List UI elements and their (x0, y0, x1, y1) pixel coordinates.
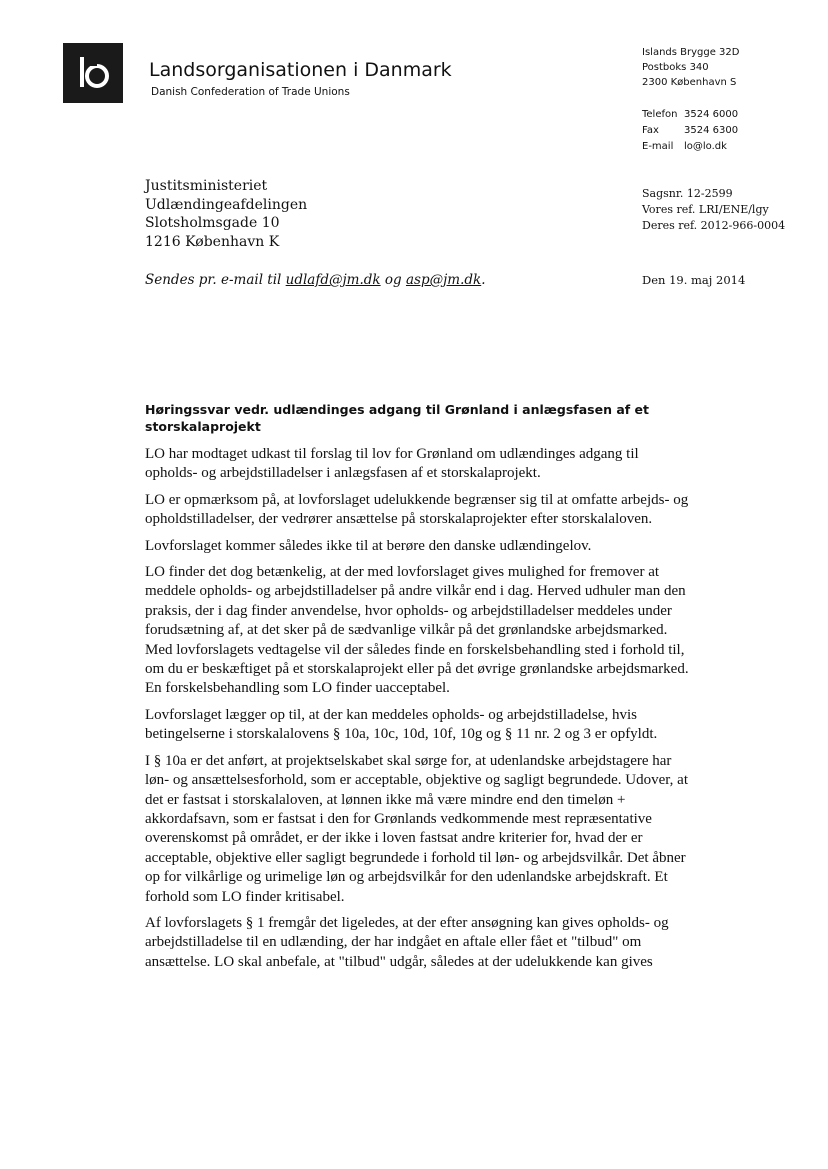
contact-fax (642, 123, 738, 139)
contact-email (642, 139, 738, 155)
lo-logo-icon (63, 43, 123, 103)
send-prefix: Sendes pr. e-mail til (145, 272, 286, 288)
letter-date: Den 19. maj 2014 (642, 273, 746, 287)
contact-label: E-mail (642, 140, 674, 152)
org-name: Landsorganisationen i Danmark (149, 59, 452, 81)
address-line: Islands Brygge 32D (642, 47, 740, 58)
recipient-line: 1216 København K (145, 233, 280, 250)
recipient-line: Justitsministeriet (145, 178, 268, 194)
email-link-asp[interactable]: asp@jm.dk (405, 272, 482, 288)
org-subtitle: Danish Confederation of Trade Unions (151, 86, 350, 98)
body-paragraph: LO har modtaget udkast til forslag til lov for Grønland om udlændinges adgang til opholds- og arbejdstilladelser i anlægsfasen af et storskalaprojekt. (145, 446, 639, 482)
contact-value: lo@lo.dk (684, 140, 727, 152)
sender-contact (642, 107, 738, 154)
send-joiner: og (380, 272, 406, 288)
body-paragraph: LO finder det dog betænkelig, at der med lovforslaget gives mulighed for fremover at meddele opholds- og arbejdstilladelser på andre vilkår end i dag. Herved udhuler man den praksis, der i dag finder anvendelse, hvor opholds- og arbejdstilladelser meddeles under forudsætning af, at det sker på de sædvanlige vilkår på det grønlandske arbejdsmarked. Med lovforslagets vedtagelse vil der således finde en forskelsbehandling sted i forhold til, om du er beskæftiget på et storskalaprojekt eller på det øvrige grønlandske arbejdsmarked. En forskelsbehandling som LO finder uacceptabel. (145, 564, 689, 697)
sender-address (642, 45, 739, 91)
letter-body (145, 445, 690, 979)
case-number: Sagsnr. 12-2599 (642, 187, 733, 200)
letter-subject: Høringssvar vedr. udlændinges adgang til Grønland i anlægsfasen af et storskalaprojekt (145, 402, 650, 434)
send-suffix: . (481, 272, 486, 288)
send-note (145, 272, 486, 288)
contact-label: Telefon (642, 109, 678, 120)
contact-value: 3524 6000 (684, 109, 739, 120)
contact-label: Fax (642, 124, 659, 136)
address-line: 2300 København S (642, 77, 737, 89)
address-line: Postboks 340 (642, 62, 709, 74)
contact-value: 3524 6300 (684, 124, 739, 136)
body-paragraph: I § 10a er det anført, at projektselskabet skal sørge for, at udenlandske arbejdstagere har løn- og ansættelsesforhold, som er acceptable, objektive og sagligt begrundede. Udover, at det er fastsat i storskalaloven, at lønnen ikke må være mindre end den timeløn + akkordafsavn, som er fastsat i den for Grønlands vedkommende mest repræsentative overenskomst på området, er der ikke i loven fastsat andre kriterier for, hvad der er acceptable, objektive eller sagligt begrundede i forhold til løn- og arbejdsvilkår. Det åbner op for vilkårlige og urimelige løn og arbejdsvilkår for den udenlandske arbejdskraft. Et forhold som LO finder kritisabel. (145, 752, 688, 905)
contact-phone (642, 107, 738, 123)
recipient-line: Slotsholmsgade 10 (145, 215, 280, 231)
recipient-line: Udlændingeafdelingen (145, 196, 308, 213)
reference-block (642, 186, 785, 234)
body-paragraph: Af lovforslagets § 1 fremgår det ligeledes, at der efter ansøgning kan gives opholds- og arbejdstilladelse til en udlænding, der har indgået en aftale eller fået et "tilbud" om ansættelse. LO skal anbefale, at "tilbud" udgår, således at der udelukkende kan gives (145, 914, 669, 970)
recipient-address (145, 177, 307, 251)
your-reference: Deres ref. 2012-966-0004 (642, 219, 786, 232)
body-paragraph: Lovforslaget lægger op til, at der kan meddeles opholds- og arbejdstilladelse, hvis betingelserne i storskalalovens § 10a, 10c, 10d, 10f, 10g og § 11 nr. 2 og 3 er opfyldt. (145, 706, 658, 743)
our-reference: Vores ref. LRI/ENE/lgy (642, 203, 769, 216)
email-link-udlafd[interactable]: udlafd@jm.dk (285, 272, 381, 288)
body-paragraph: LO er opmærksom på, at lovforslaget udelukkende begrænser sig til at omfatte arbejds- og opholdstilladelser, der vedrører ansættelse på storskalaprojekter efter storskalaloven. (145, 491, 689, 528)
body-paragraph: Lovforslaget kommer således ikke til at berøre den danske udlændingelov. (145, 537, 592, 554)
